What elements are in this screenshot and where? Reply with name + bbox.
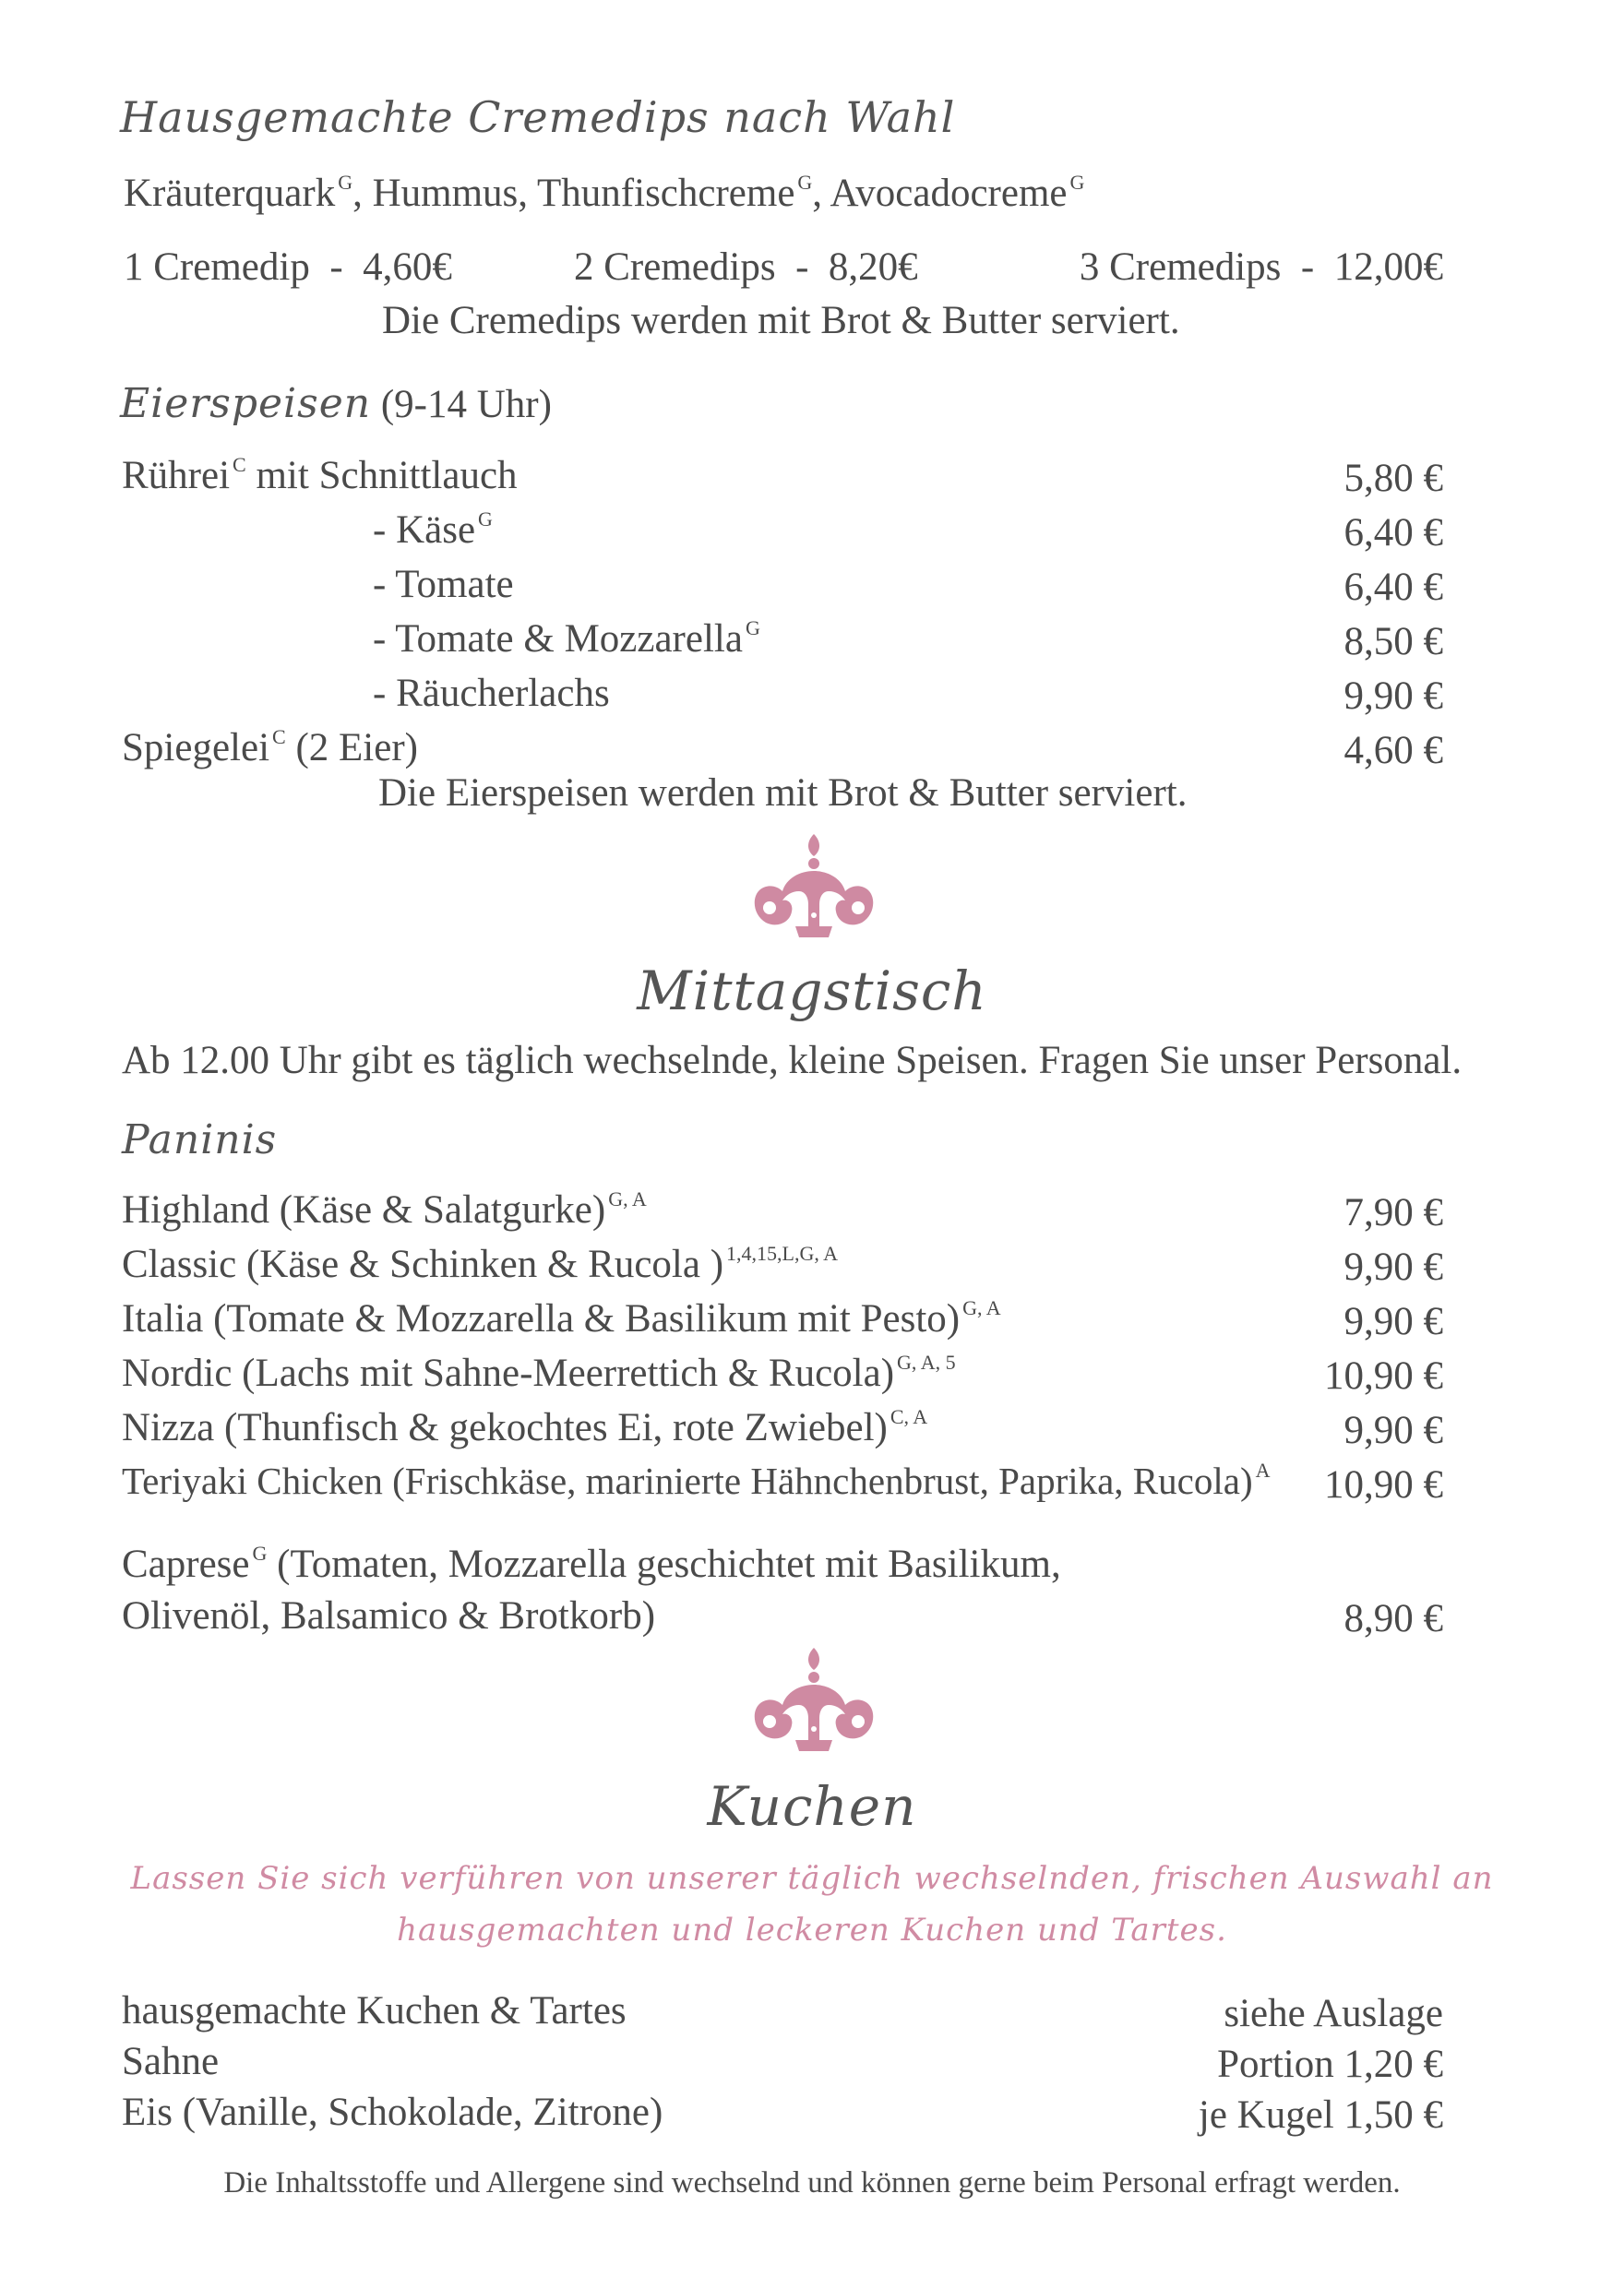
item-name: - Käse [373,508,476,552]
item-name: Caprese [122,1543,250,1586]
item-suffix: mit Schnittlauch [245,454,518,497]
allergen-sup: A [1255,1459,1271,1482]
allergen-footer: Die Inhaltsstoffe und Allergene sind wechselnd und können gerne beim Personal erfragt werden. [223,2166,1401,2200]
eier-item [373,616,760,661]
allergen-sup: G, A, 5 [897,1351,956,1374]
allergen-sup: G, A [608,1187,647,1210]
panini-item [122,1353,956,1393]
eier-time: (9-14 Uhr) [380,383,552,426]
allergen-sup: G [252,1542,268,1565]
cremedip-option-2: 2 Cremedips - 8,20€ [574,245,918,289]
item-price: 7,90 € [1343,1191,1443,1234]
option-price: 4,60€ [363,245,452,289]
item-price: 10,90 € [1324,1463,1443,1507]
caprese-line-1 [122,1544,1061,1584]
item-price: 9,90 € [1343,1409,1443,1452]
dip-name: Hummus [372,172,519,215]
item-name: Nizza (Thunfisch & gekochtes Ei, rote Zwiebel) [122,1406,888,1449]
dip-name: Kräuterquark [124,172,336,215]
kuchen-item-price: je Kugel 1,50 € [1198,2093,1443,2137]
eier-heading [120,380,552,427]
item-name: Rührei [122,454,231,497]
kuchen-tagline-2: hausgemachten und leckeren Kuchen und Tartes. [397,1912,1227,1949]
item-name: Spiegelei [122,726,270,769]
dip-name: Avocadocreme [830,172,1068,215]
paninis-title: Paninis [122,1116,278,1163]
item-price: 5,80 € [1343,457,1443,500]
damask-ornament-icon [749,830,878,941]
option-price: 12,00€ [1333,245,1443,289]
caprese-line-2: Olivenöl, Balsamico & Brotkorb) [122,1594,656,1638]
item-name: - Tomate & Mozzarella [373,617,743,661]
allergen-sup: G, A [962,1296,1001,1319]
cremedip-option-1: 1 Cremedip - 4,60€ [124,245,452,289]
item-name: Nordic (Lachs mit Sahne-Meerrettich & Rucola) [122,1352,895,1395]
item-price: 10,90 € [1324,1354,1443,1398]
panini-item [122,1187,647,1232]
item-price: 6,40 € [1343,566,1443,609]
allergen-sup: G [338,171,353,194]
allergen-sup: G [797,171,813,194]
item-suffix: (2 Eier) [285,726,418,769]
eier-title: Eierspeisen [120,380,372,427]
eier-item [373,565,514,604]
option-price: 8,20€ [828,245,918,289]
allergen-sup: G [745,616,760,639]
cremedips-note: Die Cremedips werden mit Brot & Butter serviert. [382,299,1180,342]
cremedip-option-3: 3 Cremedips - 12,00€ [1079,245,1443,289]
panini-item [122,1242,839,1286]
eier-item [373,674,610,713]
allergen-sup: G [478,507,493,531]
eier-item [122,453,518,497]
item-name: Italia (Tomate & Mozzarella & Basilikum mit Pesto) [122,1297,961,1341]
item-price: 9,90 € [1343,674,1443,718]
item-name: - Tomate [373,563,514,606]
allergen-sup: 1,4,15,L,G, A [726,1242,839,1265]
kuchen-item-name: Eis (Vanille, Schokolade, Zitrone) [122,2091,663,2134]
allergen-sup: G [1069,171,1085,194]
kuchen-tagline-1: Lassen Sie sich verführen von unserer täglich wechselnden, frischen Auswahl an [130,1860,1494,1897]
item-price: 8,50 € [1343,620,1443,663]
item-price: 8,90 € [1343,1597,1443,1640]
item-price: 9,90 € [1343,1300,1443,1343]
kuchen-title: Kuchen [707,1775,917,1838]
item-name: Highland (Käse & Salatgurke) [122,1188,606,1232]
eier-item [373,507,493,552]
item-price: 9,90 € [1343,1246,1443,1289]
panini-item [122,1405,928,1449]
panini-item [122,1296,1001,1341]
allergen-sup: C [233,453,246,476]
kuchen-item-name: Sahne [122,2040,220,2083]
cremedips-list: Kräuterquark $^G$, Hummus, Thunfischcreme $^G$, Avocadocreme $^G$ [124,171,1085,215]
option-count: 1 Cremedip [124,245,310,289]
eier-note: Die Eierspeisen werden mit Brot & Butter serviert. [378,771,1188,815]
kuchen-item-name: hausgemachte Kuchen & Tartes [122,1989,627,2033]
item-description: (Tomaten, Mozzarella geschichtet mit Basilikum, [267,1543,1061,1586]
mittag-title: Mittagstisch [637,960,987,1022]
item-price: 6,40 € [1343,511,1443,554]
item-price: 4,60 € [1343,729,1443,772]
eier-item [122,725,418,769]
panini-item [122,1459,1271,1502]
kuchen-item-price: siehe Auslage [1224,1992,1443,2035]
item-name: Classic (Käse & Schinken & Rucola ) [122,1243,724,1286]
option-count: 3 Cremedips [1079,245,1282,289]
item-name: - Räucherlachs [373,672,610,715]
mittag-text: Ab 12.00 Uhr gibt es täglich wechselnde, kleine Speisen. Fragen Sie unser Personal. [122,1039,1463,1082]
allergen-sup: C [272,725,286,748]
dip-name: Thunfischcreme [537,172,795,215]
damask-ornament-icon [749,1644,878,1755]
allergen-sup: C, A [890,1405,928,1428]
cremedips-title: Hausgemachte Cremedips nach Wahl [120,92,956,142]
kuchen-item-price: Portion 1,20 € [1217,2043,1443,2086]
item-name: Teriyaki Chicken (Frischkäse, marinierte Hähnchenbrust, Paprika, Rucola) [122,1460,1253,1502]
option-count: 2 Cremedips [574,245,776,289]
